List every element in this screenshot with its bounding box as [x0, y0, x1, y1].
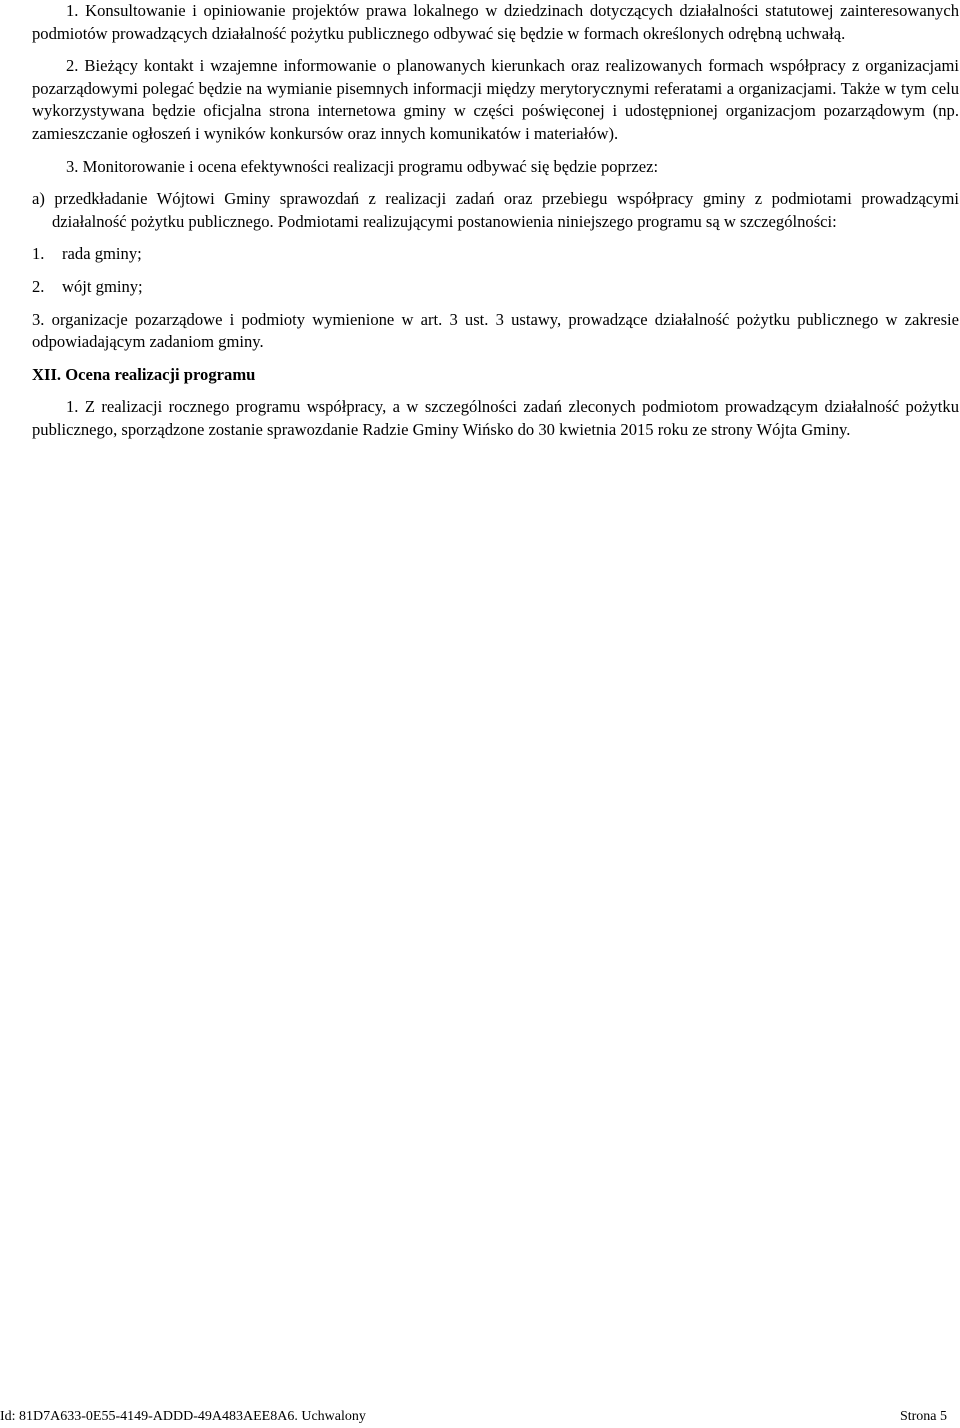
- page-number: Strona 5: [899, 1409, 947, 1424]
- list-item: [32, 276, 959, 299]
- paragraph-evaluation: 1. Z realizacji rocznego programu współpracy, a w szczególności zadań zleconych podmiotom prowadzącym działalność pożytku publicznego, sporządzone zostanie sprawozdanie Radzie Gminy Wińsko do 30 kwietnia 2015 roku ze strony Wójta Gminy.: [32, 397, 959, 439]
- paragraph-consultation: 1. Konsultowanie i opiniowanie projektów prawa lokalnego w dziedzinach dotyczących działalności statutowej zainteresowanych podmiotów prowadzących działalność pożytku publicznego odbywać się będzie w formach określonych odrębną uchwałą.: [32, 1, 959, 43]
- paragraph-monitoring: 3. Monitorowanie i ocena efektywności realizacji programu odbywać się będzie poprzez:: [66, 156, 659, 176]
- list-item-number: 1.: [32, 244, 45, 264]
- section-heading: XII. Ocena realizacji programu: [32, 364, 256, 384]
- paragraph-reporting: a) przedkładanie Wójtowi Gminy sprawozdań z realizacji zadań oraz przebiegu współpracy gminy z podmiotami prowadzącymi działalność pożytku publicznego. Podmiotami realizującymi postanowienia niniejszego programu są w szczególności:: [32, 189, 959, 231]
- document-id: Id: 81D7A633-0E55-4149-ADDD-49A483AEE8A6. Uchwalony: [0, 1409, 366, 1424]
- list-item-number: 2.: [32, 276, 45, 296]
- entity-list: [32, 243, 959, 298]
- list-item: [32, 243, 959, 266]
- paragraph-organizations: 3. organizacje pozarządowe i podmioty wymienione w art. 3 ust. 3 ustawy, prowadzące działalność pożytku publicznego w zakresie odpowiadającym zadaniom gminy.: [32, 309, 959, 352]
- document-page: [32, 0, 959, 442]
- list-item-text: wójt gminy;: [62, 276, 143, 296]
- paragraph-contact: 2. Bieżący kontakt i wzajemne informowanie o planowanych kierunkach oraz realizowanych formach współpracy z organizacjami pozarządowymi polegać będzie na wymianie pisemnych informacji między merytorycznymi referatami a organizacjami. Także w tym celu wykorzystywana będzie oficjalna strona internetowa gminy w części poświęconej i udostępnionej organizacjom pozarządowym (np. zamieszczanie ogłoszeń i wyników konkursów oraz innych komunikatów i materiałów).: [32, 56, 959, 143]
- list-item-text: rada gminy;: [62, 244, 142, 264]
